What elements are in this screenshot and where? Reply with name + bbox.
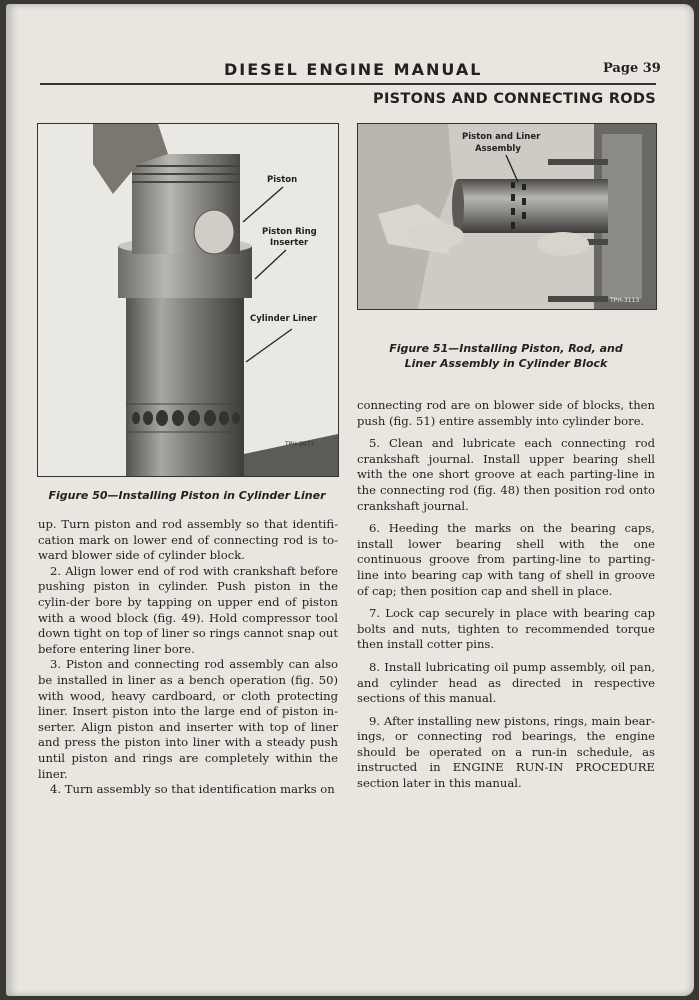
paragraph: connecting rod are on blower side of blocks, then push (fig. 51) entire assembly into cylinder bore. xyxy=(357,398,655,428)
paragraph: up. Turn piston and rod assembly so that identifi-cation mark on lower end of connecting rod is to-ward blower side of cylinder block. xyxy=(38,517,338,563)
label-assembly: Assembly xyxy=(475,144,521,154)
figure-51-caption-line-1: Figure 51—Installing Piston, Rod, and xyxy=(389,342,623,355)
figure-50-code: TPH-2677 xyxy=(285,441,315,448)
label-piston-ring: Piston Ring xyxy=(262,227,317,237)
paragraph: 5. Clean and lubricate each connecting rod crankshaft journal. Install upper bearing shell with the one short groove at each parting-line in the connecting rod (fig. 48) then position rod onto crankshaft journal. xyxy=(357,436,655,513)
paragraph: 6. Heeding the marks on the bearing caps, install lower bearing shell with the one continuous groove from parting-line to parting-line into bearing cap with tang of shell in groove of cap; then position cap and shell in place. xyxy=(357,521,655,598)
label-cylinder-liner: Cylinder Liner xyxy=(250,314,317,324)
left-column xyxy=(38,517,338,798)
figure-51-caption-line-2: Liner Assembly in Cylinder Block xyxy=(404,357,608,370)
figure-50-photo xyxy=(37,123,339,477)
manual-page xyxy=(6,4,694,996)
figure-50-caption: Figure 50—Installing Piston in Cylinder Liner xyxy=(48,489,326,502)
paragraph: 9. After installing new pistons, rings, main bear-ings, or connecting rod bearings, the engine should be operated on a run-in schedule, as instructed in ENGINE RUN-IN PROCEDURE section later in this manual. xyxy=(357,713,655,791)
header-rule xyxy=(40,83,656,85)
right-column xyxy=(357,398,655,799)
figure-51-code: TPH-3113 xyxy=(610,297,640,304)
label-piston: Piston xyxy=(267,175,298,185)
page-number: Page 39 xyxy=(603,61,661,76)
manual-title: DIESEL ENGINE MANUAL xyxy=(224,60,483,79)
label-piston-liner: Piston and Liner xyxy=(462,132,541,142)
paragraph: 2. Align lower end of rod with crankshaft before pushing piston in cylinder. Push piston in the cylin-der bore by tapping on upper end of piston with a wood block (fig. 49). Hold compressor tool down tight on top of liner so rings cannot snap out before entering liner bore. xyxy=(38,563,338,656)
paragraph: 7. Lock cap securely in place with bearing cap bolts and nuts, tighten to recommended torque then install cotter pins. xyxy=(357,606,655,652)
paragraph: 4. Turn assembly so that identification marks on xyxy=(50,782,335,797)
paragraph: 3. Piston and connecting rod assembly can also be installed in liner as a bench operation (fig. 50) with wood, heavy cardboard, or cloth protecting liner. Insert piston into the large end of piston in-serter. Align piston and inserter with top of liner and press the piston into liner with a steady push until piston and rings are completely within the liner. xyxy=(38,657,338,781)
figure-51-caption xyxy=(357,341,655,371)
paragraph: 8. Install lubricating oil pump assembly, oil pan, and cylinder head as directed in respective sections of this manual. xyxy=(357,659,655,706)
label-inserter: Inserter xyxy=(270,238,309,248)
section-title: PISTONS AND CONNECTING RODS xyxy=(373,91,656,107)
figure-51-photo xyxy=(357,123,657,310)
